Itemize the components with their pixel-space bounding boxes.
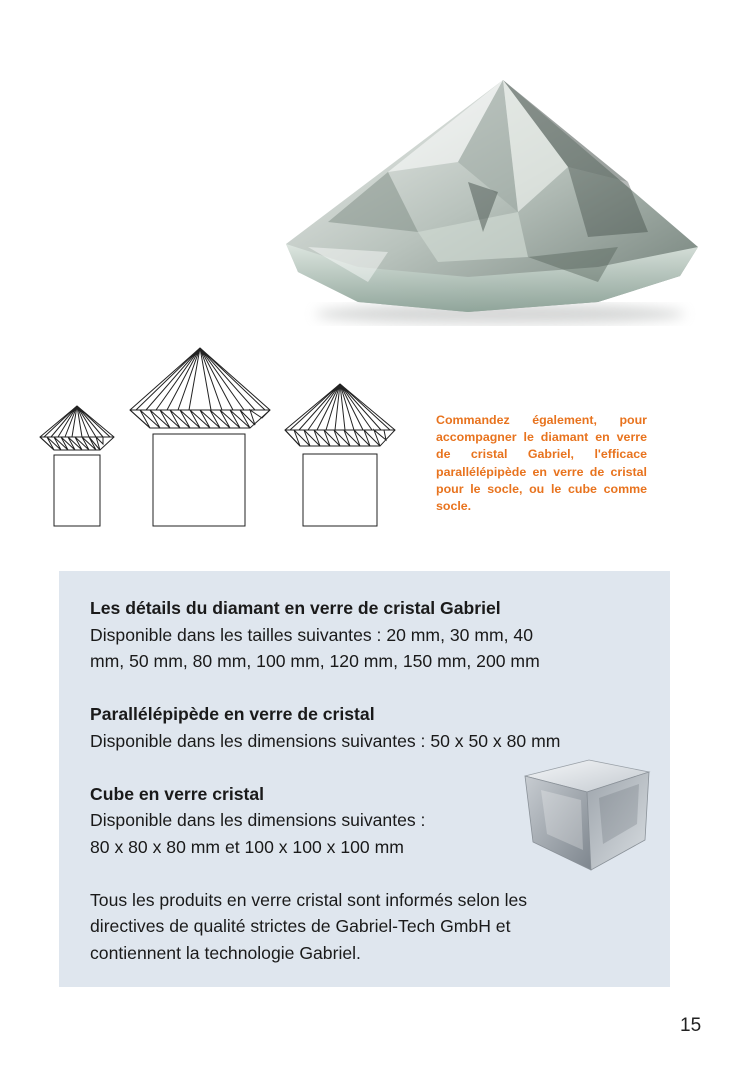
crystal-cube-image — [519, 754, 655, 874]
parallelepiped-heading: Parallélépipède en verre de cristal — [90, 704, 375, 724]
cube-dimensions-line-2: 80 x 80 x 80 mm et 100 x 100 x 100 mm — [90, 836, 404, 857]
diamond-pedestal-diagrams — [30, 340, 410, 540]
quality-statement — [90, 887, 650, 967]
small-diamond-on-parallelepiped — [40, 406, 114, 526]
quality-line-1: Tous les produits en verre cristal sont informés selon les — [90, 889, 528, 910]
crystal-diamond-image — [268, 62, 720, 332]
large-diamond-on-cube — [130, 348, 270, 526]
parallelepiped-dimensions: Disponible dans les dimensions suivantes : 50 x 50 x 80 mm — [90, 730, 561, 751]
quality-line-2: directives de qualité strictes de Gabriel-Tech GmbH et — [90, 916, 511, 936]
product-details-panel — [59, 571, 670, 987]
diamond-sizes-line-1: Disponible dans les tailles suivantes : 20 mm, 30 mm, 40 — [90, 624, 533, 645]
diamond-details-heading: Les détails du diamant en verre de cristal Gabriel — [90, 598, 501, 618]
medium-diamond-on-parallelepiped — [285, 384, 395, 526]
page-number: 15 — [680, 1015, 702, 1036]
cube-heading: Cube en verre cristal — [90, 783, 265, 804]
quality-line-3: contiennent la technologie Gabriel. — [90, 942, 361, 963]
promo-text: Commandez également, pour accompagner le diamant en verre de cristal Gabriel, l'efficace parallélépipède en verre de cristal pour le socle, ou le cube comme socle. — [436, 413, 647, 514]
cube-dimensions-line-1: Disponible dans les dimensions suivantes : — [90, 810, 426, 830]
diamond-details — [90, 595, 650, 675]
diamond-sizes-line-2: mm, 50 mm, 80 mm, 100 mm, 120 mm, 150 mm, 200 mm — [90, 651, 540, 671]
parallelepiped-details — [90, 701, 650, 754]
